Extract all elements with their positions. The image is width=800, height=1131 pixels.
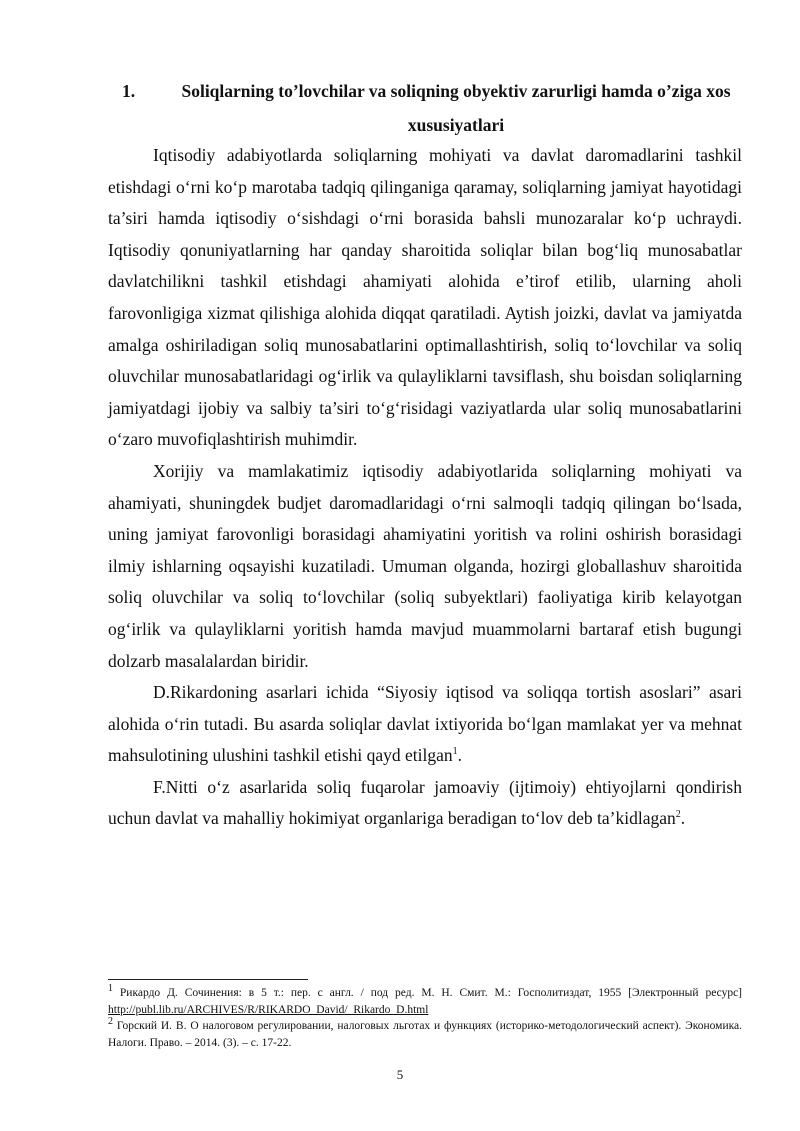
paragraph-text: D.Rikardoning asarlari ichida “Siyosiy iqtisod va soliqqa tortish asoslari” asari alohida o‘rin tutadi. Bu asarda soliqlar davlat ixtiyorida bo‘lgan mamlakat yer va mehnat mahsulotining ulushini tashkil etishi qayd etilgan — [108, 682, 742, 766]
section-heading — [122, 74, 742, 142]
paragraph-text: F.Nitti o‘z asarlarida soliq fuqarolar jamoaviy (ijtimoiy) ehtiyojlarni qondirish uchun davlat va mahalliy hokimiyat organlariga beradigan to‘lov deb ta’kidlagan — [108, 776, 742, 829]
footnote-2 — [108, 1018, 742, 1051]
paragraph — [108, 677, 742, 772]
paragraph — [108, 772, 742, 835]
paragraph-tail: . — [680, 808, 686, 829]
footnotes — [108, 985, 742, 1051]
paragraph — [108, 456, 742, 677]
footnote-marker: 1 — [108, 983, 113, 995]
footnote-ref-2[interactable]: 2 — [675, 809, 681, 821]
footnote-text: Горский И. В. О налоговом регулировании, налоговых льготах и функциях (историко-методологический аспект). Экономика. Налоги. Право. – 2014. (3). – с. 17-22. — [108, 1020, 742, 1049]
paragraph-text: Iqtisodiy adabiyotlarda soliqlarning mohiyati va davlat daromadlarini tashkil etishdagi o‘rni ko‘p marotaba tadqiq qilinganiga qaramay, soliqlarning jamiyat hayotidagi ta’siri hamda iqtisodiy o‘sishdagi o‘rni borasida bahsli munozaralar ko‘p uchraydi. Iqtisodiy qonuniyatlarning har qanday sharoitida soliqlar bilan bog‘liq munosabatlar davlatchilikni tashkil etishdagi ahamiyati alohida e’tirof etilib, ularning aholi farovonligiga xizmat qilishiga alohida diqqat qaratiladi. Aytish joizki, davlat va jamiyatda amalga oshiriladigan soliq munosabatlarini optimallashtirish, soliq to‘lovchilar va soliq oluvchilar munosabatlaridagi og‘irlik va qulayliklarni tavsiflash, shu boisdan soliqlarning jamiyatdagi ijobiy va salbiy ta’siri to‘g‘risidagi vaziyatlarda ular soliq munosabatlarini o‘zaro muvofiqlashtirish muhimdir. — [108, 145, 742, 450]
body-text — [108, 140, 742, 835]
footnote-1 — [108, 985, 742, 1018]
section-number: 1. — [122, 81, 136, 101]
footnote-marker: 2 — [108, 1016, 113, 1028]
footnote-separator — [108, 979, 308, 980]
paragraph — [108, 140, 742, 456]
footnote-link[interactable]: http://publ.lib.ru/ARCHIVES/R/RIKARDO_David/_Rikardo_D.html — [108, 1003, 429, 1016]
paragraph-tail: . — [457, 745, 463, 766]
footnote-ref-1[interactable]: 1 — [452, 746, 458, 758]
footnote-text: Рикардо Д. Сочинения: в 5 т.: пер. с англ. / под ред. М. Н. Смит. М.: Госполитиздат, 1955 [Электронный ресурс] — [113, 987, 742, 999]
page-number: 5 — [396, 1067, 404, 1082]
section-title: Soliqlarning to’lovchilar va soliqning obyektiv zarurligi hamda o’ziga xos xususiyatlari — [181, 81, 731, 135]
paragraph-text: Xorijiy va mamlakatimiz iqtisodiy adabiyotlarida soliqlarning mohiyati va ahamiyati, shuningdek budjet daromadlaridagi o‘rni salmoqli tadqiq qilingan bo‘lsada, uning jamiyat farovonligi borasidagi ahamiyatini yoritish va rolini oshirish borasidagi ilmiy ishlarning oqsayishi kuzatiladi. Umuman olganda, hozirgi globallashuv sharoitida soliq oluvchilar va soliq to‘lovchilar (soliq subyektlari) faoliyatiga kirib kelayotgan og‘irlik va qulayliklarni yoritish hamda mavjud muammolarni bartaraf etish bugungi dolzarb masalalardan biridir. — [108, 460, 742, 671]
